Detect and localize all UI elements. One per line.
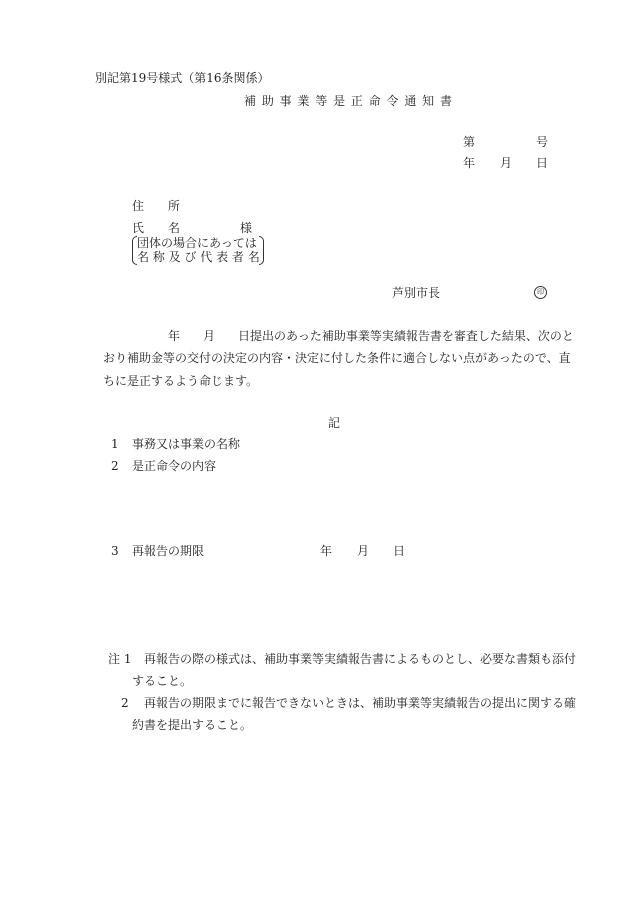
- note-2-number: 2: [121, 696, 129, 710]
- deadline-month-label: 月: [357, 544, 370, 558]
- date-year-label: 年: [463, 156, 476, 170]
- address-label: 住 所: [132, 199, 181, 213]
- date-month-label: 月: [500, 156, 513, 170]
- item-1-label: 事務又は事業の名称: [132, 437, 241, 451]
- sama-honorific: 様: [240, 221, 253, 235]
- deadline-day-label: 日: [393, 544, 406, 558]
- number-go-label: 号: [536, 135, 549, 149]
- item-1-number: 1: [111, 437, 119, 451]
- item-2-number: 2: [111, 459, 119, 473]
- item-3-label: 再報告の期限: [132, 544, 205, 558]
- ki-heading: 記: [328, 416, 341, 430]
- note-1-line2: すること。: [132, 674, 193, 688]
- date-day-label: 日: [536, 156, 549, 170]
- note-prefix: 注 1: [108, 652, 132, 666]
- item-3-number: 3: [111, 544, 119, 558]
- body-year-label: 年: [168, 329, 181, 343]
- note-1-line1: 再報告の際の様式は、補助事業等実績報告書によるものとし、必要な書類も添付: [144, 652, 577, 666]
- document-title: 補 助 事 業 等 是 正 命 令 通 知 書: [244, 94, 453, 108]
- note-2-line1: 再報告の期限までに報告できないときは、補助事業等実績報告の提出に関する確: [144, 696, 577, 710]
- number-dai-label: 第: [463, 135, 476, 149]
- item-2-label: 是正命令の内容: [132, 459, 217, 473]
- body-line2-text: おり補助金等の交付の決定の内容・決定に付した条件に適合しない点があったので、直: [103, 351, 571, 365]
- body-line3-text: ちに是正するよう命じます。: [103, 374, 259, 388]
- body-line1-text: 日提出のあった補助事業等実績報告書を審査した結果、次のと: [238, 329, 574, 343]
- seal-mark: 印: [534, 286, 547, 299]
- deadline-year-label: 年: [320, 544, 333, 558]
- note-2-line2: 約書を提出すること。: [132, 718, 253, 732]
- form-number-header: 別記第19号様式（第16条関係）: [95, 71, 270, 85]
- name-label: 氏 名: [132, 221, 181, 235]
- issuer-name: 芦別市長: [392, 286, 441, 300]
- organization-note-line1: 団体の場合にあっては: [137, 236, 257, 250]
- organization-note-line2: 名 称 及 び 代 表 者 名: [137, 250, 260, 264]
- body-month-label: 月: [203, 329, 216, 343]
